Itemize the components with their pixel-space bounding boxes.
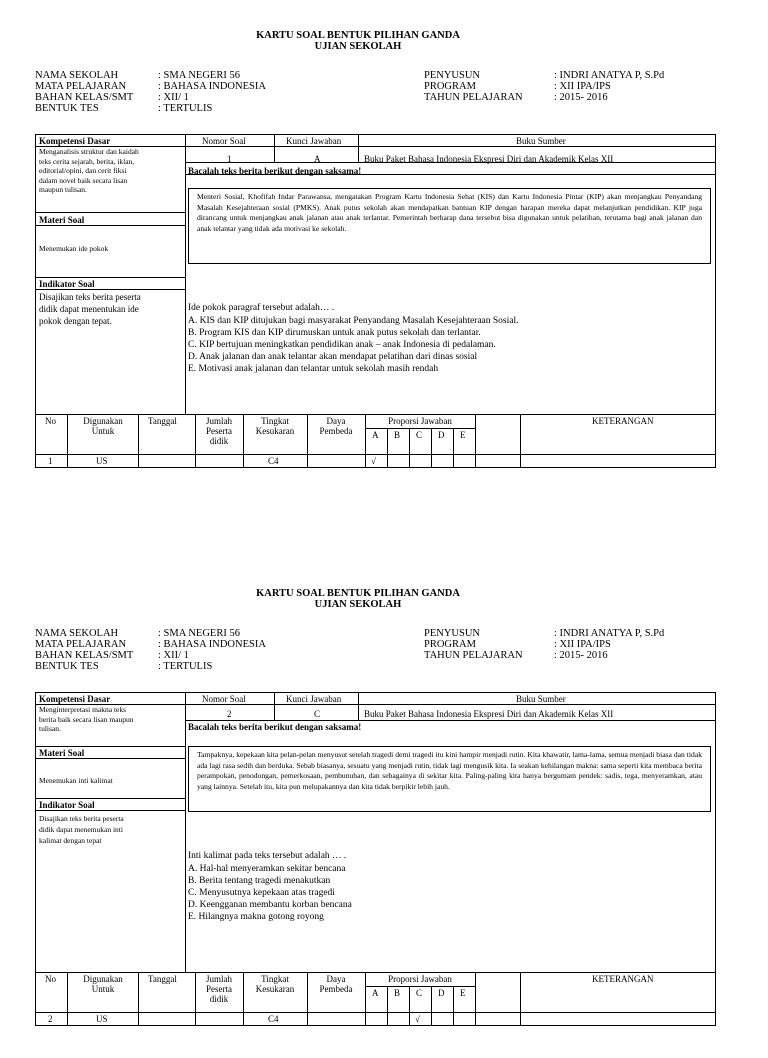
label-kompetensi: Kompetensi Dasar: [39, 694, 111, 704]
info-label-year: TAHUN PELAJARAN: [424, 92, 523, 103]
instruction: Bacalah teks berita berikut dengan saksama!: [188, 166, 362, 176]
choice-e: E. Hilangnya makna gotong royong: [188, 912, 324, 922]
info-value-school: : SMA NEGERI 56: [158, 628, 240, 639]
col-daya: Daya Pembeda: [319, 974, 353, 994]
info-label-year: TAHUN PELAJARAN: [424, 650, 523, 661]
info-label-school: NAMA SEKOLAH: [35, 70, 119, 81]
info-label-program: PROGRAM: [424, 639, 476, 650]
kunci-value: A: [314, 154, 321, 164]
indikator-text: Disajikan teks berita peserta didik dapat menemukan inti kalimat dengan tepat: [39, 814, 124, 845]
info-label-author: PENYUSUN: [424, 628, 481, 639]
col-opt-d: D: [438, 430, 445, 440]
question-stem: Ide pokok paragraf tersebut adalah… .: [188, 303, 335, 313]
label-materi: Materi Soal: [39, 215, 85, 225]
kompetensi-text: Menginterpretasi makna teks berita baik secara lisan maupun tulisan.: [39, 705, 134, 733]
col-tanggal: Tanggal: [148, 974, 177, 984]
label-nomor-soal: Nomor Soal: [202, 694, 246, 704]
choice-b: B. Program KIS dan KIP dirumuskan untuk anak putus sekolah dan terlantar.: [188, 328, 481, 338]
row-no: 2: [48, 1014, 53, 1024]
buku-sumber-value: Buku Paket Bahasa Indonesia Ekspresi Diri dan Akademik Kelas XII: [364, 154, 614, 164]
info-value-subject: : BAHASA INDONESIA: [158, 639, 266, 650]
label-indikator: Indikator Soal: [39, 800, 95, 810]
info-value-test: : TERTULIS: [158, 661, 213, 672]
buku-sumber-value: Buku Paket Bahasa Indonesia Ekspresi Diri dan Akademik Kelas XII: [364, 709, 614, 719]
label-kunci: Kunci Jawaban: [286, 136, 342, 146]
info-value-school: : SMA NEGERI 56: [158, 70, 240, 81]
info-value-class: : XII/ 1: [158, 92, 189, 103]
choice-b: B. Berita tentang tragedi menakutkan: [188, 876, 331, 886]
row-no: 1: [48, 456, 53, 466]
card-title: KARTU SOAL BENTUK PILIHAN GANDA: [256, 588, 460, 599]
materi-value: Menemukan inti kalimat: [39, 776, 113, 785]
col-digunakan: Digunakan Untuk: [83, 416, 123, 436]
nomor-soal-value: 1: [227, 154, 232, 164]
info-value-test: : TERTULIS: [158, 103, 213, 114]
choice-d: D. Anak jalanan dan anak telantar akan mendapat pelatihan dari dinas sosial: [188, 352, 478, 362]
check-mark: √: [415, 1014, 420, 1024]
news-passage: Tampaknya, kepekaan kita pelan-pelan menyusut setelah tragedi demi tragedi itu kini hampir menjadi rutin. Kita khawatir, lama-lama, semua menjadi biasa dan tidak ada lagi rasa sedih dan berduka. Sebab biasanya, sesuatu yang menjadi rutin, tidak lagi mengusik kita. Ia seakan kehilangan makna: sama seperti kita membaca berita perampokan, penodongan, pemerkosaan, pembunuhan, dan sebagainya di sekitar kita. Paling-paling kita hanya bergumam pendek: sadis, tega, menyeramkan, atau yang lainnya. Setelah itu, kita pun melupakannya dan kita tidak berpikir lebih jauh.: [188, 746, 711, 812]
label-kunci: Kunci Jawaban: [286, 694, 342, 704]
instruction: Bacalah teks berita berikut dengan saksama!: [188, 722, 362, 732]
info-value-author: : INDRI ANATYA P, S.Pd: [554, 70, 665, 81]
question-card-1: [0, 30, 768, 500]
col-opt-c: C: [416, 430, 423, 440]
col-opt-c: C: [416, 988, 423, 998]
kunci-value: C: [314, 709, 321, 719]
col-proporsi: Proporsi Jawaban: [388, 416, 452, 426]
materi-value: Menemukan ide pokok: [39, 244, 109, 253]
col-tingkat: Tingkat Kesukaran: [255, 974, 295, 994]
col-tingkat: Tingkat Kesukaran: [255, 416, 295, 436]
col-jumlah: Jumlah Peserta didik: [206, 416, 232, 446]
news-passage: Menteri Sosial, Khofifah Indar Parawansa, mengatakan Program Kartu Indonesia Sehat (KIS) dan Kartu Indonesia Pintar (KIP) akan menjangkau Penyandang Masalah Kesejahteraan sosial (PMKS). Anak putus sekolah akan mendapatkan bantuan KIP dengan harapan mereka dapat melanjutkan pendidikan. KIP juga dirancang untuk menjangkau anak jalanan atau anak terlantar. Pemerintah berharap dana tersebut bisa digunakan untuk pelatihan, terutama bagi anak jalanan dan anak telantar yang tidak ada motivasi ke sekolah.: [188, 188, 711, 264]
info-value-program: : XII IPA/IPS: [554, 639, 611, 650]
col-opt-a: A: [372, 430, 379, 440]
col-opt-e: E: [460, 988, 466, 998]
info-value-class: : XII/ 1: [158, 650, 189, 661]
choice-a: A. Hal-hal menyeramkan sekitar bencana: [188, 864, 346, 874]
info-label-test: BENTUK TES: [35, 661, 99, 672]
indikator-text: Disajikan teks berita peserta didik dapat menentukan ide pokok dengan tepat.: [39, 292, 141, 326]
info-value-program: : XII IPA/IPS: [554, 81, 611, 92]
card-title: KARTU SOAL BENTUK PILIHAN GANDA: [256, 30, 460, 41]
label-buku-sumber: Buku Sumber: [516, 694, 566, 704]
row-digunakan: US: [96, 456, 108, 466]
col-no: No: [45, 974, 56, 984]
info-label-test: BENTUK TES: [35, 103, 99, 114]
info-label-school: NAMA SEKOLAH: [35, 628, 119, 639]
row-digunakan: US: [96, 1014, 108, 1024]
info-value-author: : INDRI ANATYA P, S.Pd: [554, 628, 665, 639]
choice-a: A. KIS dan KIP ditujukan bagi masyarakat Penyandang Masalah Kesejahteraan Sosial.: [188, 316, 519, 326]
col-no: No: [45, 416, 56, 426]
info-value-year: : 2015- 2016: [554, 92, 608, 103]
label-materi: Materi Soal: [39, 748, 85, 758]
info-value-year: : 2015- 2016: [554, 650, 608, 661]
info-label-subject: MATA PELAJARAN: [35, 81, 127, 92]
card-subtitle: UJIAN SEKOLAH: [314, 41, 402, 52]
row-tingkat: C4: [268, 1014, 279, 1024]
col-opt-e: E: [460, 430, 466, 440]
col-opt-d: D: [438, 988, 445, 998]
info-label-subject: MATA PELAJARAN: [35, 639, 127, 650]
question-card-2: [0, 588, 768, 1058]
col-keterangan: KETERANGAN: [592, 416, 654, 426]
row-tingkat: C4: [268, 456, 279, 466]
col-opt-b: B: [394, 430, 401, 440]
col-opt-b: B: [394, 988, 401, 998]
label-indikator: Indikator Soal: [39, 279, 95, 289]
info-value-subject: : BAHASA INDONESIA: [158, 81, 266, 92]
label-nomor-soal: Nomor Soal: [202, 136, 246, 146]
label-kompetensi: Kompetensi Dasar: [39, 136, 111, 146]
col-daya: Daya Pembeda: [319, 416, 353, 436]
info-label-author: PENYUSUN: [424, 70, 481, 81]
col-jumlah: Jumlah Peserta didik: [206, 974, 232, 1004]
col-digunakan: Digunakan Untuk: [83, 974, 123, 994]
info-label-class: BAHAN KELAS/SMT: [35, 92, 134, 103]
card-subtitle: UJIAN SEKOLAH: [314, 599, 402, 610]
choice-d: D. Keengganan membantu korban bencana: [188, 900, 352, 910]
label-buku-sumber: Buku Sumber: [516, 136, 566, 146]
kompetensi-text: Menganalisis struktur dan kaidah teks cerita sejarah, berita, iklan, editorial/opini, dan cerit fiksi dalam novel baik secara lisan maupun tulisan.: [39, 147, 139, 194]
info-label-program: PROGRAM: [424, 81, 476, 92]
choice-e: E. Motivasi anak jalanan dan telantar untuk sekolah masih rendah: [188, 364, 439, 374]
check-mark: √: [371, 456, 376, 466]
col-proporsi: Proporsi Jawaban: [388, 974, 452, 984]
question-stem: Inti kalimat pada teks tersebut adalah … .: [188, 851, 347, 861]
col-tanggal: Tanggal: [148, 416, 177, 426]
info-label-class: BAHAN KELAS/SMT: [35, 650, 134, 661]
nomor-soal-value: 2: [227, 709, 232, 719]
choice-c: C. Menyusutnya kepekaan atas tragedi: [188, 888, 335, 898]
choice-c: C. KIP bertujuan meningkatkan pendidikan anak – anak Indonesia di pedalaman.: [188, 340, 496, 350]
col-opt-a: A: [372, 988, 379, 998]
col-keterangan: KETERANGAN: [592, 974, 654, 984]
